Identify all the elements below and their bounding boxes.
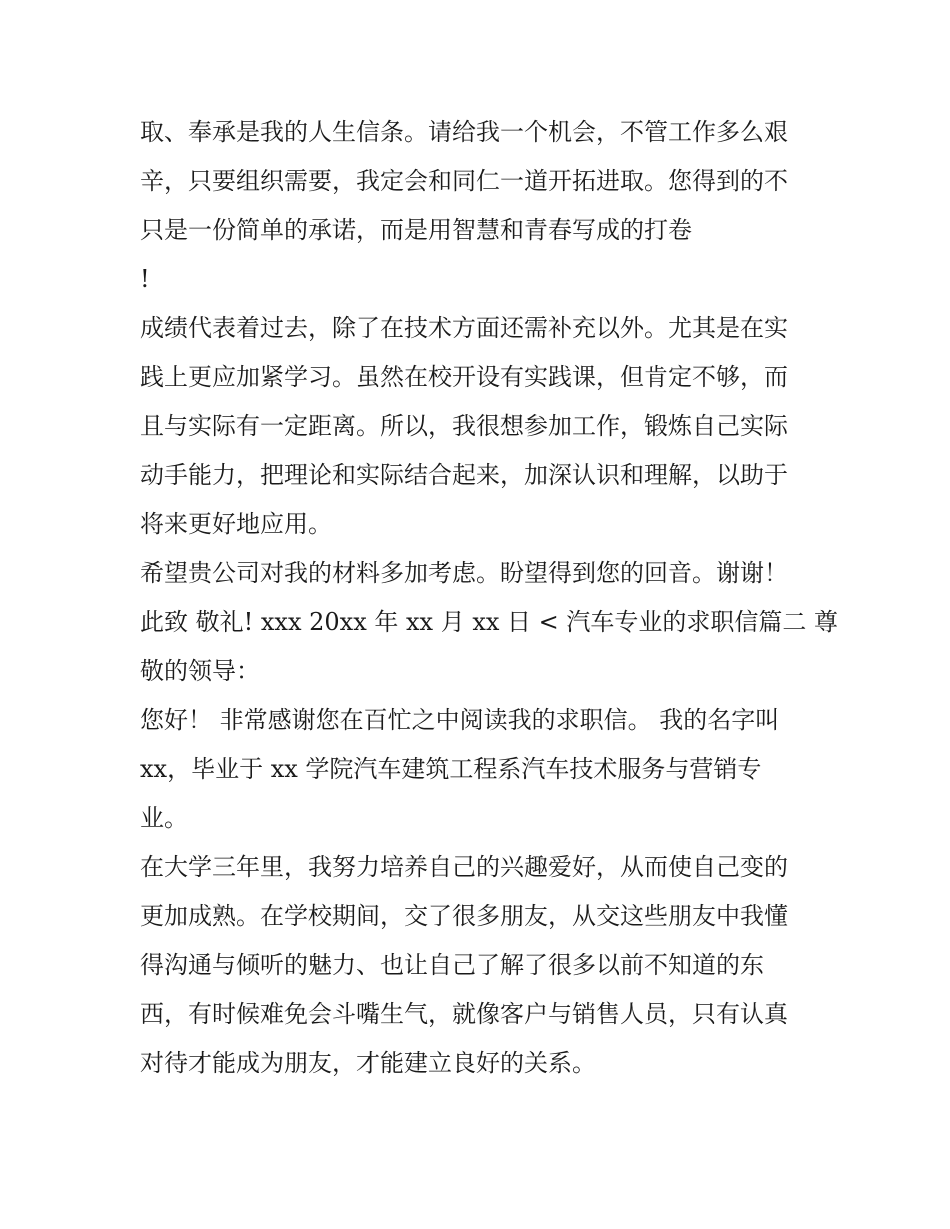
text-line: 只是一份简单的承诺，而是用智慧和青春写成的打卷 [140, 216, 692, 244]
text-line: 取、奉承是我的人生信条。请给我一个机会，不管工作多么艰 [140, 118, 788, 146]
text-line: 动手能力，把理论和实际结合起来，加深认识和理解，以助于 [140, 461, 788, 489]
document-body [140, 108, 839, 1088]
text-line: xx，毕业于 xx 学院汽车建筑工程系汽车技术服务与营销专 [140, 755, 762, 783]
text-line: 将来更好地应用。 [140, 510, 332, 538]
text-line: 更加成熟。在学校期间，交了很多朋友，从交这些朋友中我懂 [140, 902, 788, 930]
text-line: 业。 [140, 804, 188, 832]
text-line: 得沟通与倾听的魅力、也让自己了解了很多以前不知道的东 [140, 951, 764, 979]
text-line: 对待才能成为朋友，才能建立良好的关系。 [140, 1049, 596, 1077]
text-line: 您好！ 非常感谢您在百忙之中阅读我的求职信。 我的名字叫 [140, 706, 780, 734]
text-line: 辛，只要组织需要，我定会和同仁一道开拓进取。您得到的不 [140, 167, 788, 195]
text-line: 在大学三年里，我努力培养自己的兴趣爱好，从而使自己变的 [140, 853, 788, 881]
text-line: 成绩代表着过去，除了在技术方面还需补充以外。尤其是在实 [140, 314, 788, 342]
text-line: 西，有时候难免会斗嘴生气，就像客户与销售人员，只有认真 [140, 1000, 788, 1028]
text-line: 此致 敬礼! xxx 20xx 年 xx 月 xx 日 < 汽车专业的求职信篇二 尊 [140, 608, 839, 636]
text-line: 且与实际有一定距离。所以，我很想参加工作，锻炼自己实际 [140, 412, 788, 440]
text-line: ! [140, 265, 150, 293]
text-line: 践上更应加紧学习。虽然在校开设有实践课，但肯定不够，而 [140, 363, 788, 391]
text-line: 希望贵公司对我的材料多加考虑。盼望得到您的回音。谢谢！ [140, 559, 788, 587]
text-line: 敬的领导： [140, 657, 260, 685]
